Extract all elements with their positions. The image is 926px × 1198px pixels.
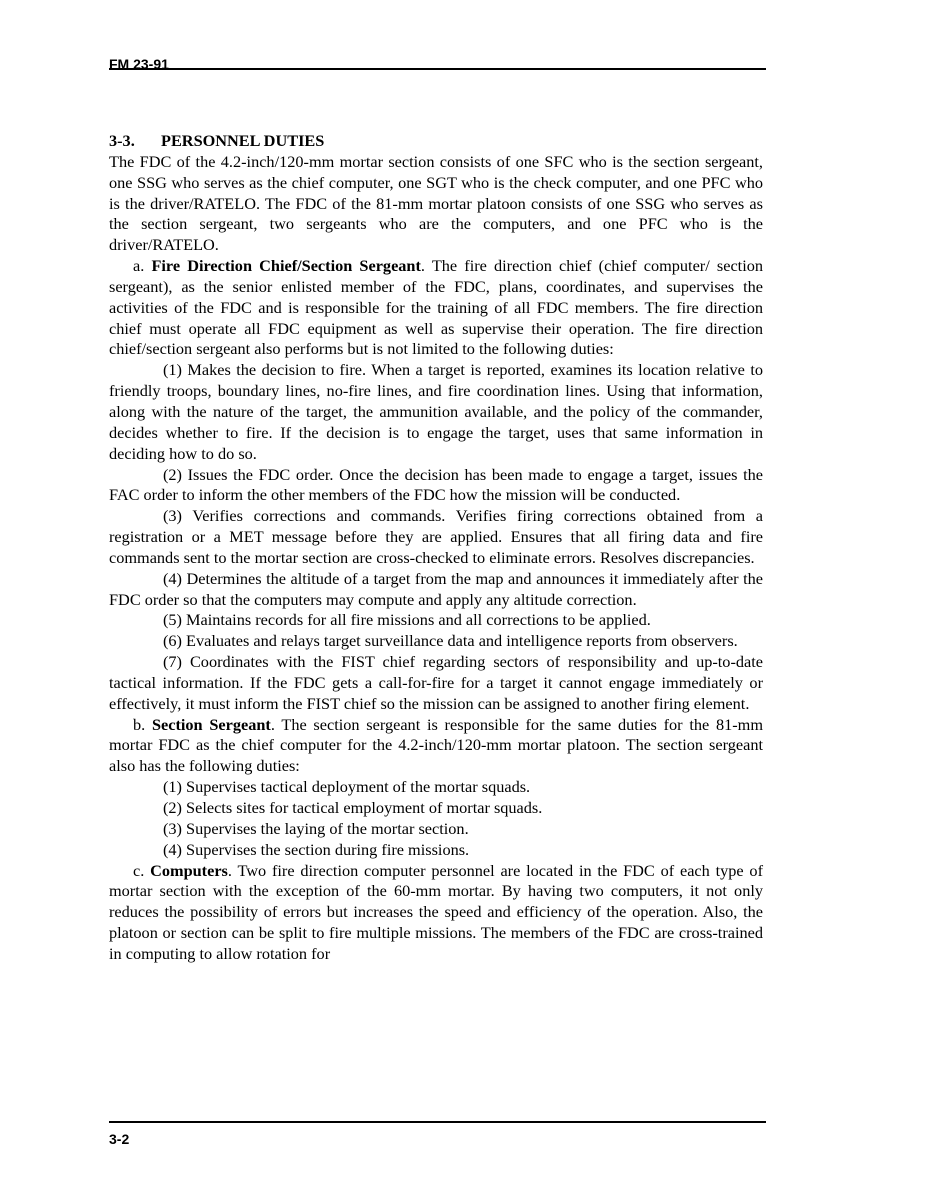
paragraph-c-title: Computers [150,860,228,880]
paragraph-b-item: (3) Supervises the laying of the mortar section. [163,818,469,838]
page-body [109,131,763,965]
section-title: PERSONNEL DUTIES [161,131,325,150]
paragraph-c-label: c. [133,860,145,880]
section-number: 3-3. [109,131,135,150]
paragraph-b-text: . The section sergeant is responsible for the same duties for the 81-mm mortar FDC as the chief computer for the 4.2-inch/120-mm mortar platoon. The section sergeant also has the following duties: [109,714,764,776]
paragraph-a-item: (6) Evaluates and relays target surveillance data and intelligence reports from observers. [163,631,738,651]
paragraph-a-item: (2) Issues the FDC order. Once the decision has been made to engage a target, issues the FAC order to inform the other members of the FDC how the mission will be conducted. [109,464,763,505]
paragraph-a-item: (1) Makes the decision to fire. When a target is reported, examines its location relative to friendly troops, boundary lines, no-fire lines, and fire coordination lines. Using that information, along with the nature of the target, the ammunition available, and the policy of the commander, decides whether to fire. If the decision is to engage the target, uses that same information in deciding how to do so. [109,360,763,463]
running-header: FM 23-91 [109,56,169,72]
paragraph-a-label: a. [133,256,145,276]
paragraph-b-item: (1) Supervises tactical deployment of the mortar squads. [163,777,531,797]
paragraph-a-title: Fire Direction Chief/Section Sergeant [151,256,421,276]
paragraph-b-item: (4) Supervises the section during fire missions. [163,839,470,859]
paragraph-b-label: b. [133,714,146,734]
paragraph-a-item: (3) Verifies corrections and commands. Verifies firing corrections obtained from a registration or a MET message before they are applied. Ensures that all firing data and fire commands sent to the mortar section are cross-checked to eliminate errors. Resolves discrepancies. [109,506,763,567]
paragraph-a-item: (7) Coordinates with the FIST chief regarding sectors of responsibility and up-to-date tactical information. If the FDC gets a call-for-fire for a target it cannot engage immediately or effectively, it must inform the FIST chief so the mission can be assigned to another firing element. [109,652,763,713]
paragraph-a-item: (5) Maintains records for all fire missions and all corrections to be applied. [163,610,651,630]
section-heading [109,131,763,152]
page-number: 3-2 [109,1131,130,1147]
paragraph-b [109,715,763,778]
intro-paragraph: The FDC of the 4.2-inch/120-mm mortar section consists of one SFC who is the section sergeant, one SSG who serves as the chief computer, one SGT who is the check computer, and one PFC who is the driver/RATELO. The FDC of the 81-mm mortar platoon consists of one SSG who serves as the section sergeant, two sergeants who are the computers, and one PFC who is the driver/RATELO. [109,151,763,255]
footer-rule [109,1121,766,1123]
header-rule [109,68,766,70]
paragraph-b-item: (2) Selects sites for tactical employment of mortar squads. [163,798,543,817]
paragraph-c-text: . Two fire direction computer personnel are located in the FDC of each type of mortar section with the exception of the 60-mm mortar. By having two computers, it not only reduces the possibility of errors but increases the speed and efficiency of the operation. Also, the platoon or section can be split to fire multiple missions. The members of the FDC are cross-trained in computing to allow rotation for [109,860,763,963]
paragraph-a-text: . The fire direction chief (chief computer/ section sergeant), as the senior enlisted member of the FDC, plans, coordinates, and supervises the activities of the FDC and is responsible for the training of all FDC members. The fire direction chief must operate all FDC equipment as well as supervise their operation. The fire direction chief/section sergeant also performs but is not limited to the following duties: [109,256,764,359]
paragraph-c [109,861,763,965]
paragraph-a-item: (4) Determines the altitude of a target from the map and announces it immediately after the FDC order so that the computers may compute and apply any altitude correction. [109,568,763,609]
paragraph-b-title: Section Sergeant [151,714,271,734]
paragraph-a [109,256,763,360]
